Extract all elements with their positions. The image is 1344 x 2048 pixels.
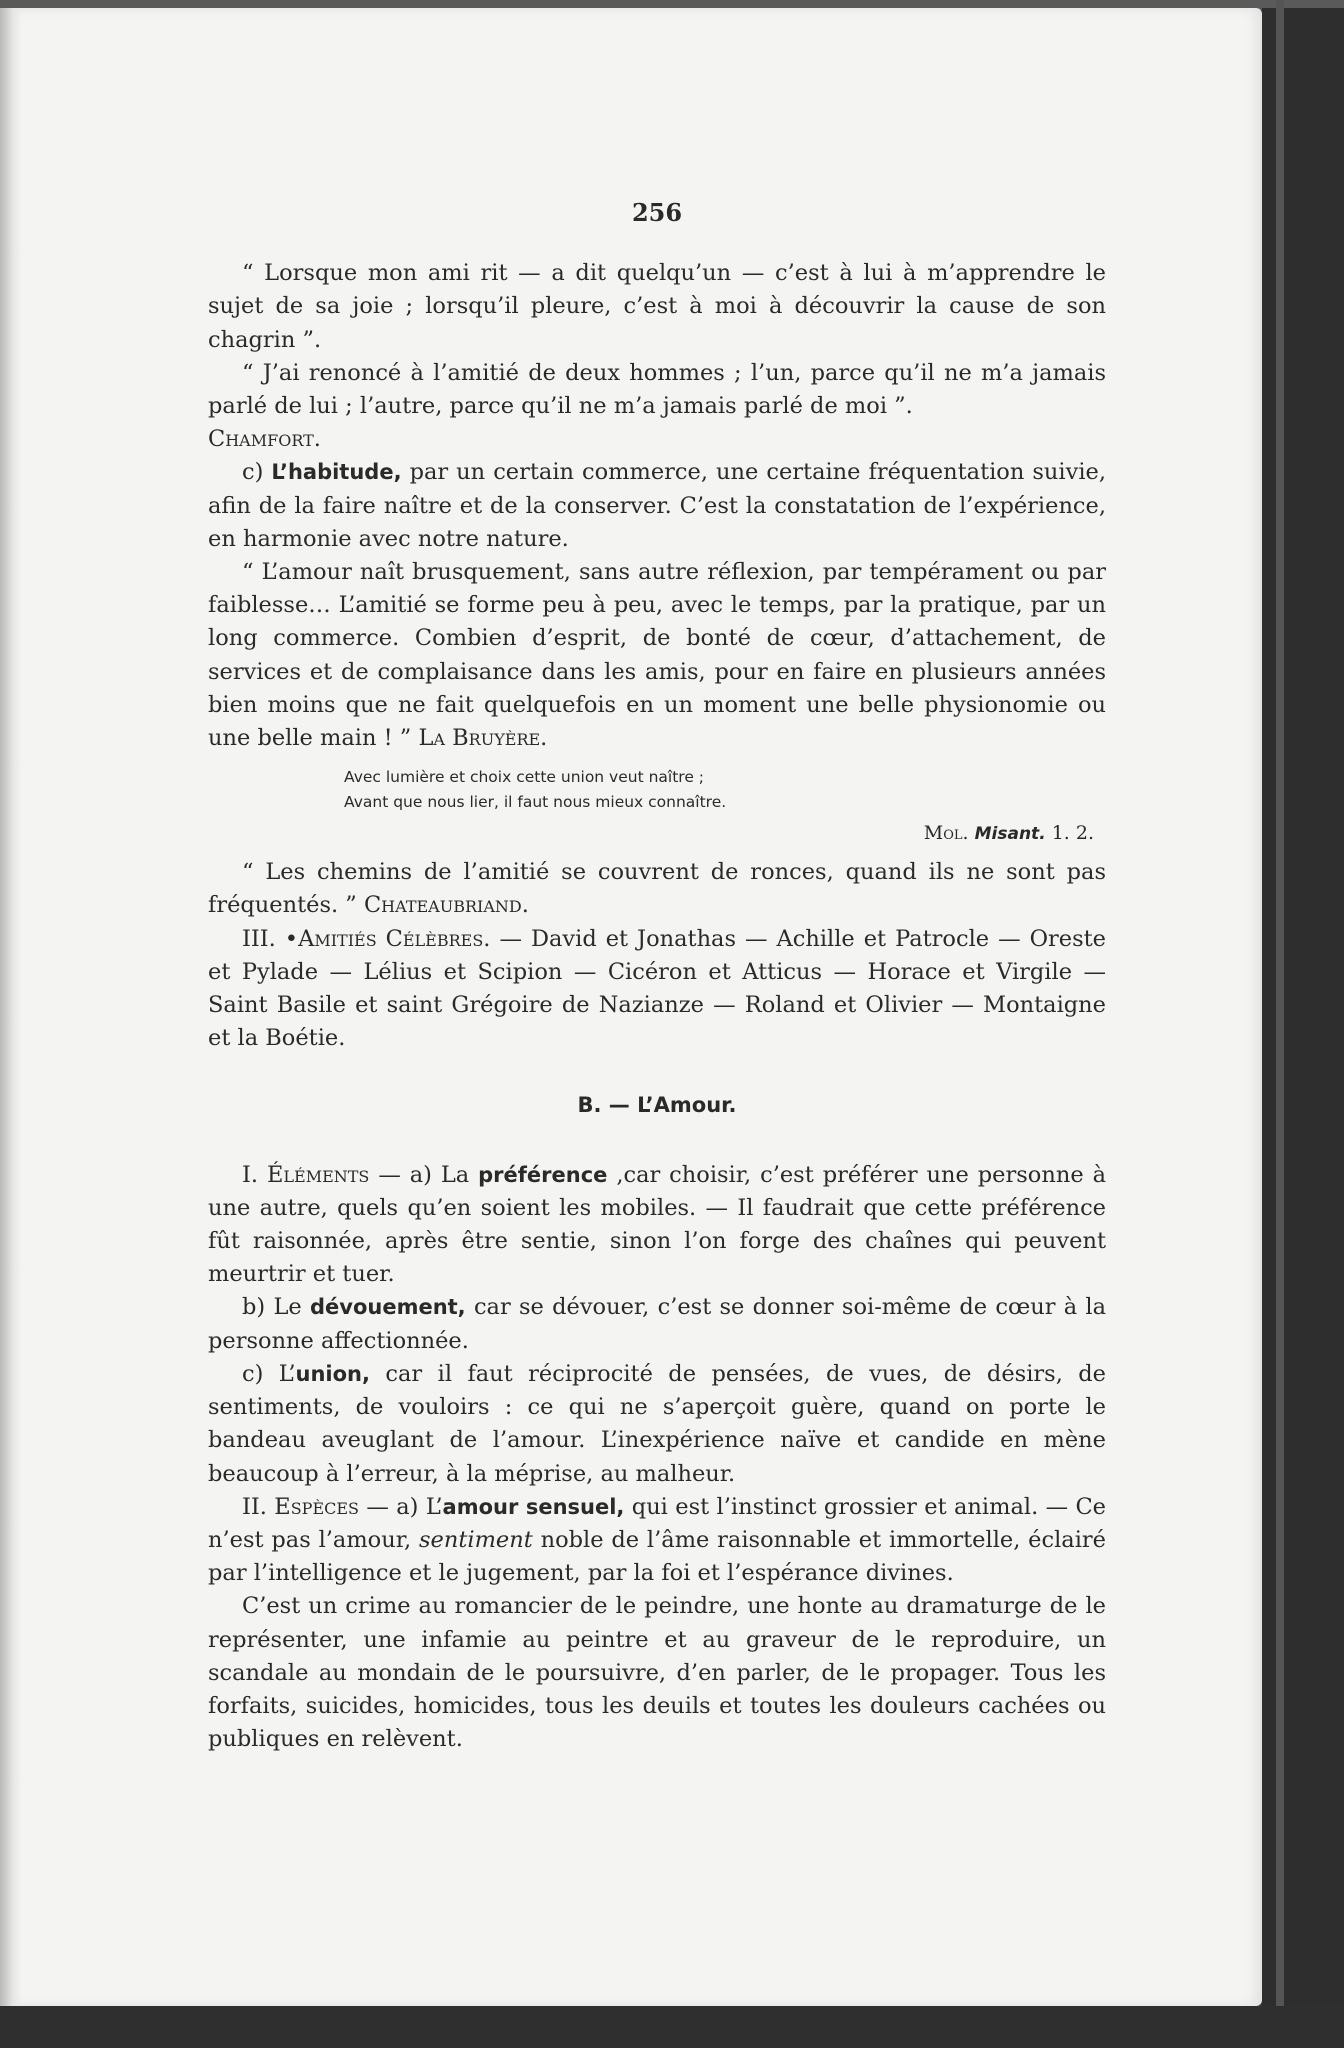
elements-paragraph — [208, 1159, 1106, 1292]
devouement-paragraph — [208, 1291, 1106, 1357]
page-number: 256 — [631, 198, 683, 227]
author-bruyere: La Bruyère. — [418, 725, 548, 752]
elements-prefix: — a) La — [369, 1161, 479, 1188]
verse-line-2: Avant que nous lier, il faut nous mieux connaître. — [344, 793, 727, 812]
author-chamfort-name: Chamfort. — [208, 426, 321, 453]
chateaubriand-quote — [208, 856, 1106, 922]
habitude-keyword: L’habitude, — [271, 460, 402, 485]
habitude-text: par un certain commerce, une certaine fréquentation suivie, afin de la faire naître et de la conserver. C’est la constatation de l’expérience, en harmonie avec notre nature. — [208, 459, 1106, 552]
especes-text-2: noble de l’âme raisonnable et immortelle, éclairé par l’intelligence et le jugement, par la foi et l’espérance divines. — [208, 1526, 1106, 1587]
quote-paragraph-2 — [208, 357, 1106, 423]
verse-source-title: Misant. — [974, 824, 1046, 845]
scan-right-strip — [1276, 0, 1284, 2048]
devouement-text: car se dévouer, c’est se donner soi-même de cœur à la personne affectionnée. — [208, 1294, 1107, 1354]
especes-keyword: amour sensuel, — [442, 1494, 625, 1519]
bruyere-quote — [208, 556, 1106, 755]
scan-bottom-edge — [0, 2006, 1344, 2048]
author-chateaubriand: Chateaubriand. — [363, 892, 529, 919]
verse-quote — [344, 765, 1106, 815]
section-heading: B. — L’Amour. — [577, 1093, 737, 1118]
union-text: car il faut réciprocité de pensées, de vues, de désirs, de sentiments, de vouloirs : ce qui ne s’aperçoit guère, quand on porte le bandeau aveuglant de l’amour. L’inexpérience naïve et candide en mène beaucoup à l’erreur, à la méprise, au malheur. — [208, 1360, 1106, 1487]
author-chamfort — [208, 423, 1106, 456]
devouement-keyword: dévouement, — [309, 1295, 466, 1320]
amities-text: — David et Jonathas — Achille et Patrocle — Oreste et Pylade — Lélius et Scipion — Cicéron et Atticus — Horace et Virgile — Saint Basile et saint Grégoire de Nazianze — Roland et Olivier — Montaigne et la Boétie. — [208, 925, 1106, 1052]
especes-prefix: — a) L’ — [359, 1493, 443, 1520]
verse-source-ref: 1. 2. — [1051, 822, 1094, 845]
especes-paragraph — [208, 1491, 1106, 1591]
amities-label: III. •Amitiés Célèbres. — [242, 925, 491, 952]
final-paragraph: C’est un crime au romancier de le peindre, une honte au dramaturge de le représenter, une infamie au peintre et au graveur de le reproduire, un scandale au mondain de le poursuivre, d’en parler, de le propager. Tous les forfaits, suicides, homicides, tous les deuils et toutes les douleurs cachées ou publiques en relèvent. — [208, 1593, 1106, 1753]
elements-keyword: préférence — [478, 1162, 608, 1187]
verse-source — [208, 819, 1094, 848]
page-text — [208, 196, 1106, 1756]
especes-label: II. Espèces — [242, 1493, 360, 1520]
quote-paragraph-2-text: “ J’ai renoncé à l’amitié de deux hommes ; l’un, parce qu’il ne m’a jamais parlé de lui ; l’autre, parce qu’il ne m’a jamais parlé de moi ”. — [208, 359, 1106, 420]
habitude-prefix: c) — [242, 459, 272, 486]
elements-text: ,car choisir, c’est préférer une personne à une autre, quels qu’en soient les mobiles. — Il faudrait que cette préférence fût raisonnée, après être sentie, sinon l’on forge des chaînes qui peuvent meurtrir et tuer. — [208, 1161, 1106, 1288]
union-prefix: c) L’ — [242, 1360, 296, 1387]
quote-paragraph-1: “ Lorsque mon ami rit — a dit quelqu’un — c’est à lui à m’apprendre le sujet de sa joie ; lorsqu’il pleure, c’est à moi à découvrir la cause de son chagrin ”. — [208, 260, 1106, 353]
devouement-prefix: b) Le — [242, 1294, 310, 1321]
page-gutter-shadow — [0, 8, 22, 2006]
union-paragraph — [208, 1358, 1106, 1491]
verse-line-1: Avec lumière et choix cette union veut naître ; — [344, 768, 705, 787]
chateaubriand-quote-text: “ Les chemins de l’amitié se couvrent de ronces, quand ils ne sont pas fréquentés. ” — [208, 859, 1106, 919]
elements-label: I. Éléments — [242, 1161, 370, 1188]
union-keyword: union, — [295, 1361, 370, 1386]
scan-right-edge — [1262, 8, 1344, 2006]
amities-paragraph — [208, 923, 1106, 1056]
especes-text-1: qui est l’instinct grossier et animal. — Ce n’est pas l’amour, — [208, 1493, 1106, 1553]
bruyere-quote-text: “ L’amour naît brusquement, sans autre réflexion, par tempérament ou par faiblesse… L’amitié se forme peu à peu, avec le temps, par la pratique, par un long commerce. Combien d’esprit, de bonté de cœur, d’attachement, de services et de complaisance dans les amis, pour en faire en plusieurs années bien moins que ne fait quelquefois en un moment une belle physionomie ou une belle main ! ” — [208, 559, 1106, 752]
especes-italic: sentiment — [418, 1526, 533, 1553]
verse-source-author: Mol. — [923, 822, 969, 845]
habitude-paragraph — [208, 456, 1106, 556]
